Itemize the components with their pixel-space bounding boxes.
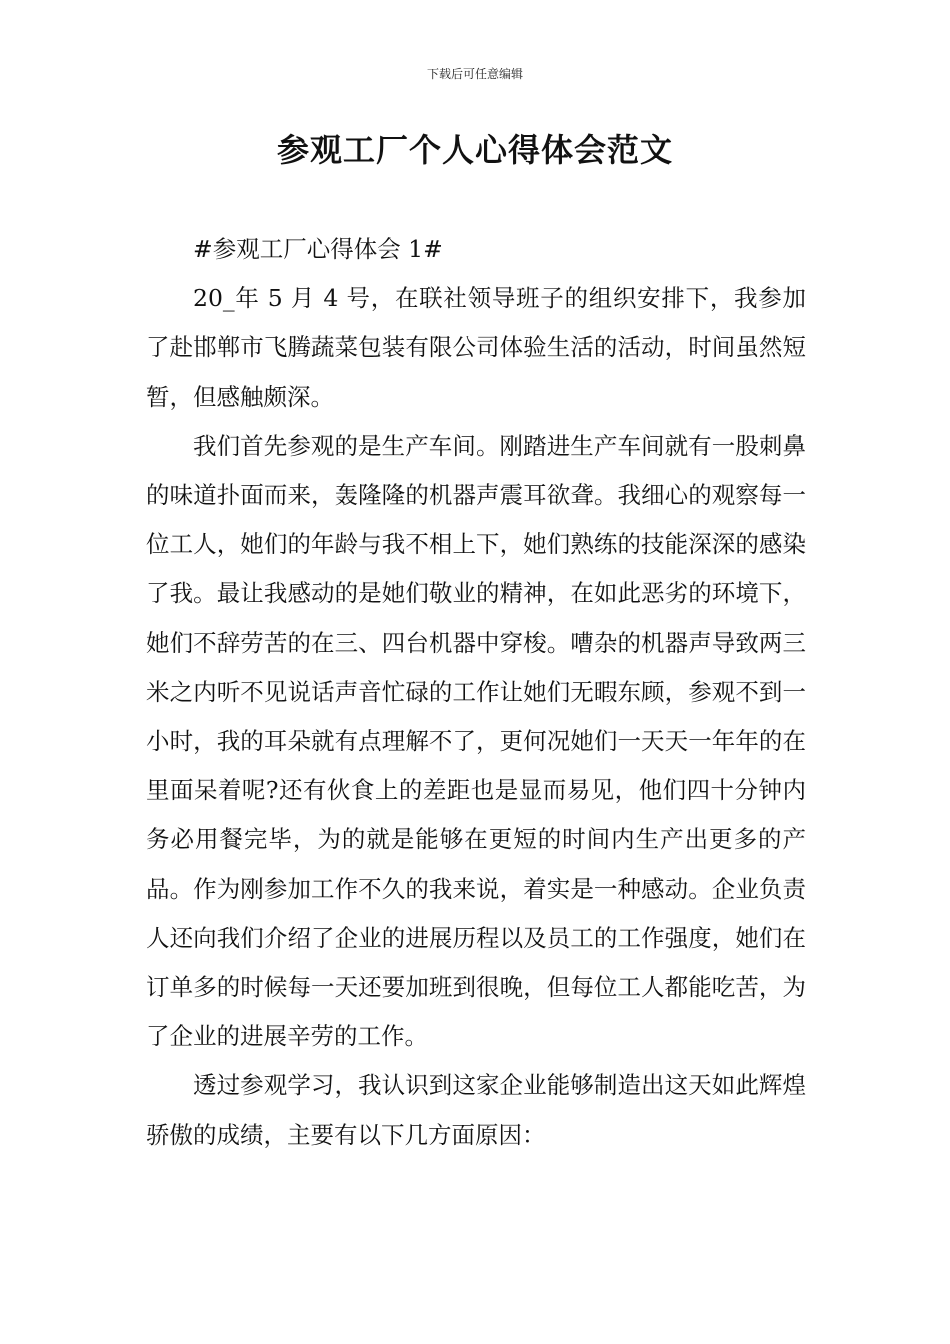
paragraph-reasons: 透过参观学习，我认识到这家企业能够制造出这天如此辉煌骄傲的成绩，主要有以下几方面原因： — [146, 1071, 806, 1149]
paragraph-intro: 20_年 5 月 4 号，在联社领导班子的组织安排下，我参加了赴邯郸市飞腾蔬菜包装有限公司体验生活的活动，时间虽然短暂，但感触颇深。 — [146, 284, 806, 411]
paragraph-workshop: 我们首先参观的是生产车间。刚踏进生产车间就有一股刺鼻的味道扑面而来，轰隆隆的机器声震耳欲聋。我细心的观察每一位工人，她们的年龄与我不相上下，她们熟练的技能深深的感染了我。最让我感动的是她们敬业的精神，在如此恶劣的环境下，她们不辞劳苦的在三、四台机器中穿梭。嘈杂的机器声导致两三米之内听不见说话声音忙碌的工作让她们无暇东顾，参观不到一小时，我的耳朵就有点理解不了，更何况她们一天天一年年的在里面呆着呢?还有伙食上的差距也是显而易见，他们四十分钟内务必用餐完毕，为的就是能够在更短的时间内生产出更多的产品。作为刚参加工作不久的我来说，着实是一种感动。企业负责人还向我们介绍了企业的进展历程以及员工的工作强度，她们在订单多的时候每一天还要加班到很晚，但每位工人都能吃苦，为了企业的进展辛劳的工作。 — [146, 431, 806, 1051]
document-body — [146, 225, 806, 1160]
section-heading: #参观工厂心得体会 1# — [193, 235, 443, 263]
header-note: 下载后可任意编辑 — [426, 67, 523, 81]
document-title: 参观工厂个人心得体会范文 — [276, 131, 673, 169]
